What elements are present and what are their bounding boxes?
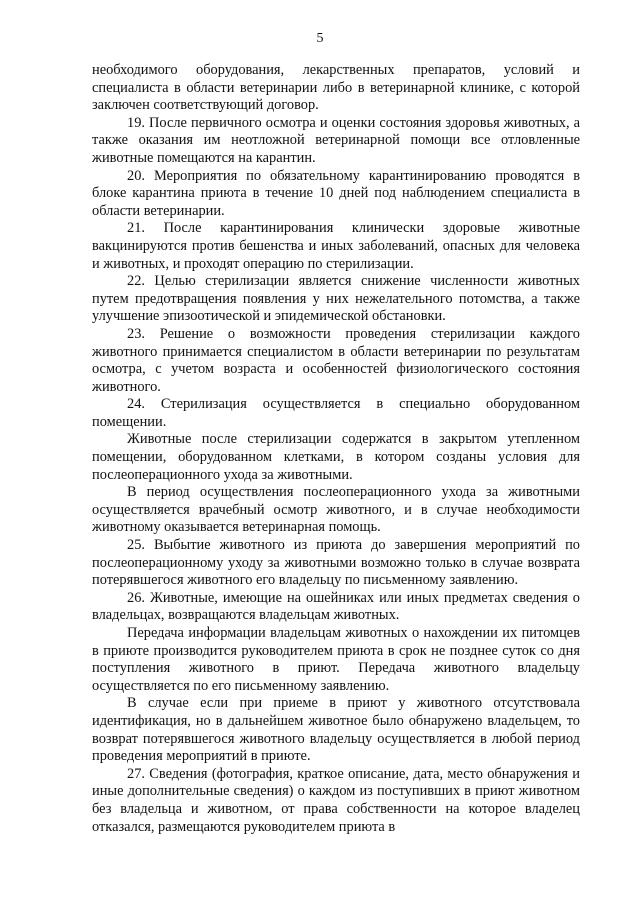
paragraph-19: 19. После первичного осмотра и оценки состояния здоровья животных, а также оказания им неотложной ветеринарной помощи все отловленные животные помещаются на карантин. xyxy=(92,114,580,166)
paragraph-21: 21. После карантинирования клинически здоровые животные вакцинируются против бешенства и иных заболеваний, опасных для человека и животных, и проходят операцию по стерилизации. xyxy=(92,220,580,272)
paragraph-24: 24. Стерилизация осуществляется в специально оборудованном помещении. xyxy=(92,396,580,430)
paragraph-22: 22. Целью стерилизации является снижение численности животных путем предотвращения появления у них нежелательного потомства, а также улучшение эпизоотической и эпидемической обстановки. xyxy=(92,273,580,325)
paragraph-26: 26. Животные, имеющие на ошейниках или иных предметах сведения о владельцах, возвращаются владельцам животных. xyxy=(92,589,580,624)
paragraph-26-owner-notification: Передача информации владельцам животных о нахождении их питомцев в приюте производится руководителем приюта в срок не позднее суток со дня поступления животного в приют. Передача животного владельцу осуществляется по его письменному заявлению. xyxy=(92,625,580,694)
paragraph-24-postoperative-care: В период осуществления послеоперационного ухода за животными осуществляется врачебный осмотр животного, и в случае необходимости животному оказывается ветеринарная помощь. xyxy=(92,484,580,536)
paragraph-25: 25. Выбытие животного из приюта до завершения мероприятий по послеоперационному уходу за животными возможно только в случае возврата потерявшегося животного его владельцу по письменному заявлению. xyxy=(92,537,580,589)
paragraph-24-post-sterilization: Животные после стерилизации содержатся в закрытом утепленном помещении, оборудованном клетками, в котором созданы условия для послеоперационного ухода за животными. xyxy=(92,431,580,483)
paragraph-continuation: необходимого оборудования, лекарственных препаратов, условий и специалиста в области ветеринарии либо в ветеринарной клинике, с которой заключен соответствующий договор. xyxy=(92,62,580,114)
paragraph-27: 27. Сведения (фотография, краткое описание, дата, место обнаружения и иные дополнительные сведения) о каждом из поступивших в приют животном без владельца и животном, от права собственности на которое владелец отказался, размещаются руководителем приюта в xyxy=(92,765,580,835)
page-number: 5 xyxy=(316,31,324,46)
paragraph-26-no-identification: В случае если при приеме в приют у животного отсутствовала идентификация, но в дальнейшем животное было обнаружено владельцем, то возврат потерявшегося животного владельцу осуществляется в любой период проведения мероприятий в приюте. xyxy=(92,695,580,765)
paragraph-23: 23. Решение о возможности проведения стерилизации каждого животного принимается специалистом в области ветеринарии по результатам осмотра, с учетом возраста и особенностей физиологического состояния животного. xyxy=(92,325,580,395)
paragraph-20: 20. Мероприятия по обязательному карантинированию проводятся в блоке карантина приюта в течение 10 дней под наблюдением специалиста в области ветеринарии. xyxy=(92,167,580,219)
